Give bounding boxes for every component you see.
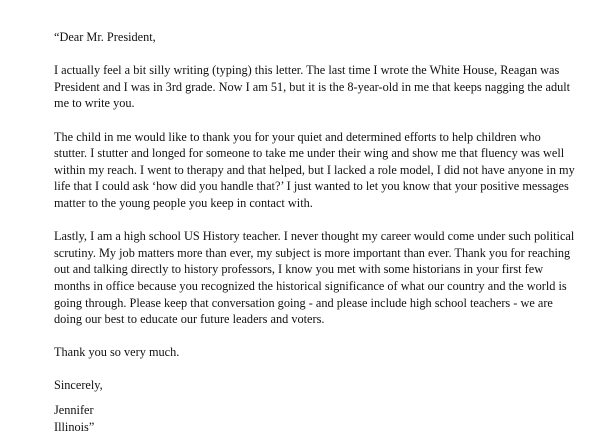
paragraph-4 xyxy=(54,344,594,361)
paragraph-line: President and I was in 3rd grade. Now I am 51, but it is the 8-year-old in me that keeps nagging the adult xyxy=(54,79,571,94)
paragraph-line: going through. Please keep that conversation going - and please include high school teachers - we are xyxy=(54,295,553,310)
paragraph-2 xyxy=(54,129,594,212)
paragraph-line: scrutiny. My job matters more than ever, my subject is more important than ever. Thank you for reaching xyxy=(54,245,571,260)
paragraph-3 xyxy=(54,228,594,328)
paragraph-line: I actually feel a bit silly writing (typing) this letter. The last time I wrote the White House, Reagan was xyxy=(54,63,560,78)
letter-greeting: “Dear Mr. President, xyxy=(54,30,156,44)
paragraph-line: out and talking directly to history professors, I know you met with some historians in your first few xyxy=(54,262,544,277)
paragraph-line: life that I could ask ‘how did you handle that?’ I just wanted to let you know that your positive messages xyxy=(54,179,569,194)
paragraph-line: doing our best to educate our future leaders and voters. xyxy=(54,312,325,327)
letter-closing: Sincerely, xyxy=(54,378,103,393)
paragraph-line: within my reach. I went to therapy and that helped, but I lacked a role model, I did not have anyone in my xyxy=(54,162,575,177)
paragraph-line: Lastly, I am a high school US History teacher. I never thought my career would come under such political xyxy=(54,229,575,244)
paragraph-line: me to write you. xyxy=(54,96,135,111)
paragraph-line: Thank you so very much. xyxy=(54,345,180,360)
paragraph-line: stutter. I stutter and longed for someone to take me under their wing and show me that fluency was well xyxy=(54,146,565,161)
signature-block xyxy=(54,402,594,435)
signature-location: Illinois” xyxy=(54,419,95,434)
paragraph-line: matter to the young people you keep in contact with. xyxy=(54,195,313,210)
signature-name: Jennifer xyxy=(54,403,94,418)
letter-body xyxy=(54,29,594,435)
paragraph-1 xyxy=(54,62,594,112)
paragraph-line: months in office because you recognized the historical significance of what our country and the world is xyxy=(54,278,567,293)
paragraph-line: The child in me would like to thank you for your quiet and determined efforts to help children who xyxy=(54,129,541,144)
